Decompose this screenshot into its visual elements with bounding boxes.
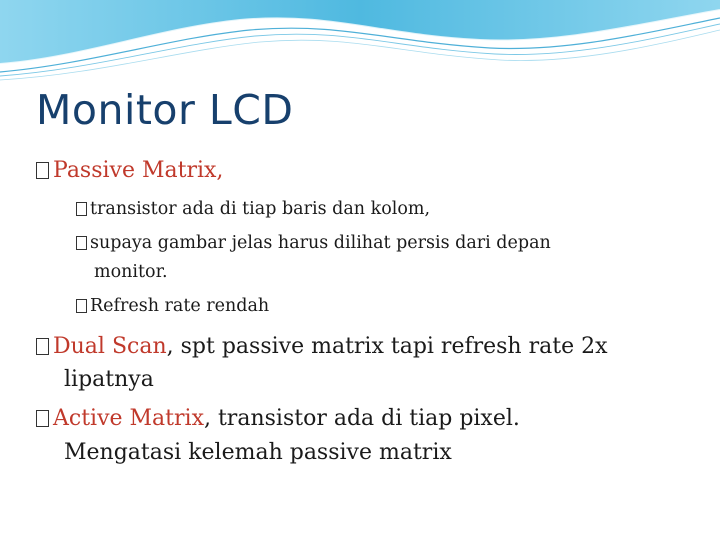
sub-bullet-item <box>76 296 269 316</box>
bullet-glyph-icon <box>36 162 49 179</box>
bullet-glyph-icon <box>36 338 49 355</box>
bullet-glyph-icon <box>76 236 87 250</box>
bullet-item-active-matrix <box>36 406 520 431</box>
sub-bullet-text: Refresh rate rendah <box>90 296 270 316</box>
bullet-continuation: lipatnya <box>64 367 154 392</box>
bullet-label: Active Matrix <box>53 406 204 431</box>
sub-bullet-continuation: monitor. <box>94 262 168 282</box>
sub-bullet-item <box>76 199 430 219</box>
header-wave-decoration <box>0 0 720 90</box>
bullet-item-passive-matrix <box>36 158 223 183</box>
bullet-glyph-icon <box>76 299 87 313</box>
bullet-text: , spt passive matrix tapi refresh rate 2x <box>166 334 608 359</box>
sub-bullet-text: supaya gambar jelas harus dilihat persis dari depan <box>90 233 551 253</box>
bullet-continuation: Mengatasi kelemah passive matrix <box>64 440 452 465</box>
slide-title: Monitor LCD <box>36 86 294 134</box>
bullet-label: Dual Scan <box>53 334 167 359</box>
bullet-text: , transistor ada di tiap pixel. <box>203 406 520 431</box>
bullet-glyph-icon <box>36 410 49 427</box>
bullet-label: Passive Matrix, <box>53 158 224 183</box>
bullet-glyph-icon <box>76 202 87 216</box>
sub-bullet-item <box>76 233 551 253</box>
bullet-item-dual-scan <box>36 334 608 359</box>
sub-bullet-text: transistor ada di tiap baris dan kolom, <box>90 199 431 219</box>
